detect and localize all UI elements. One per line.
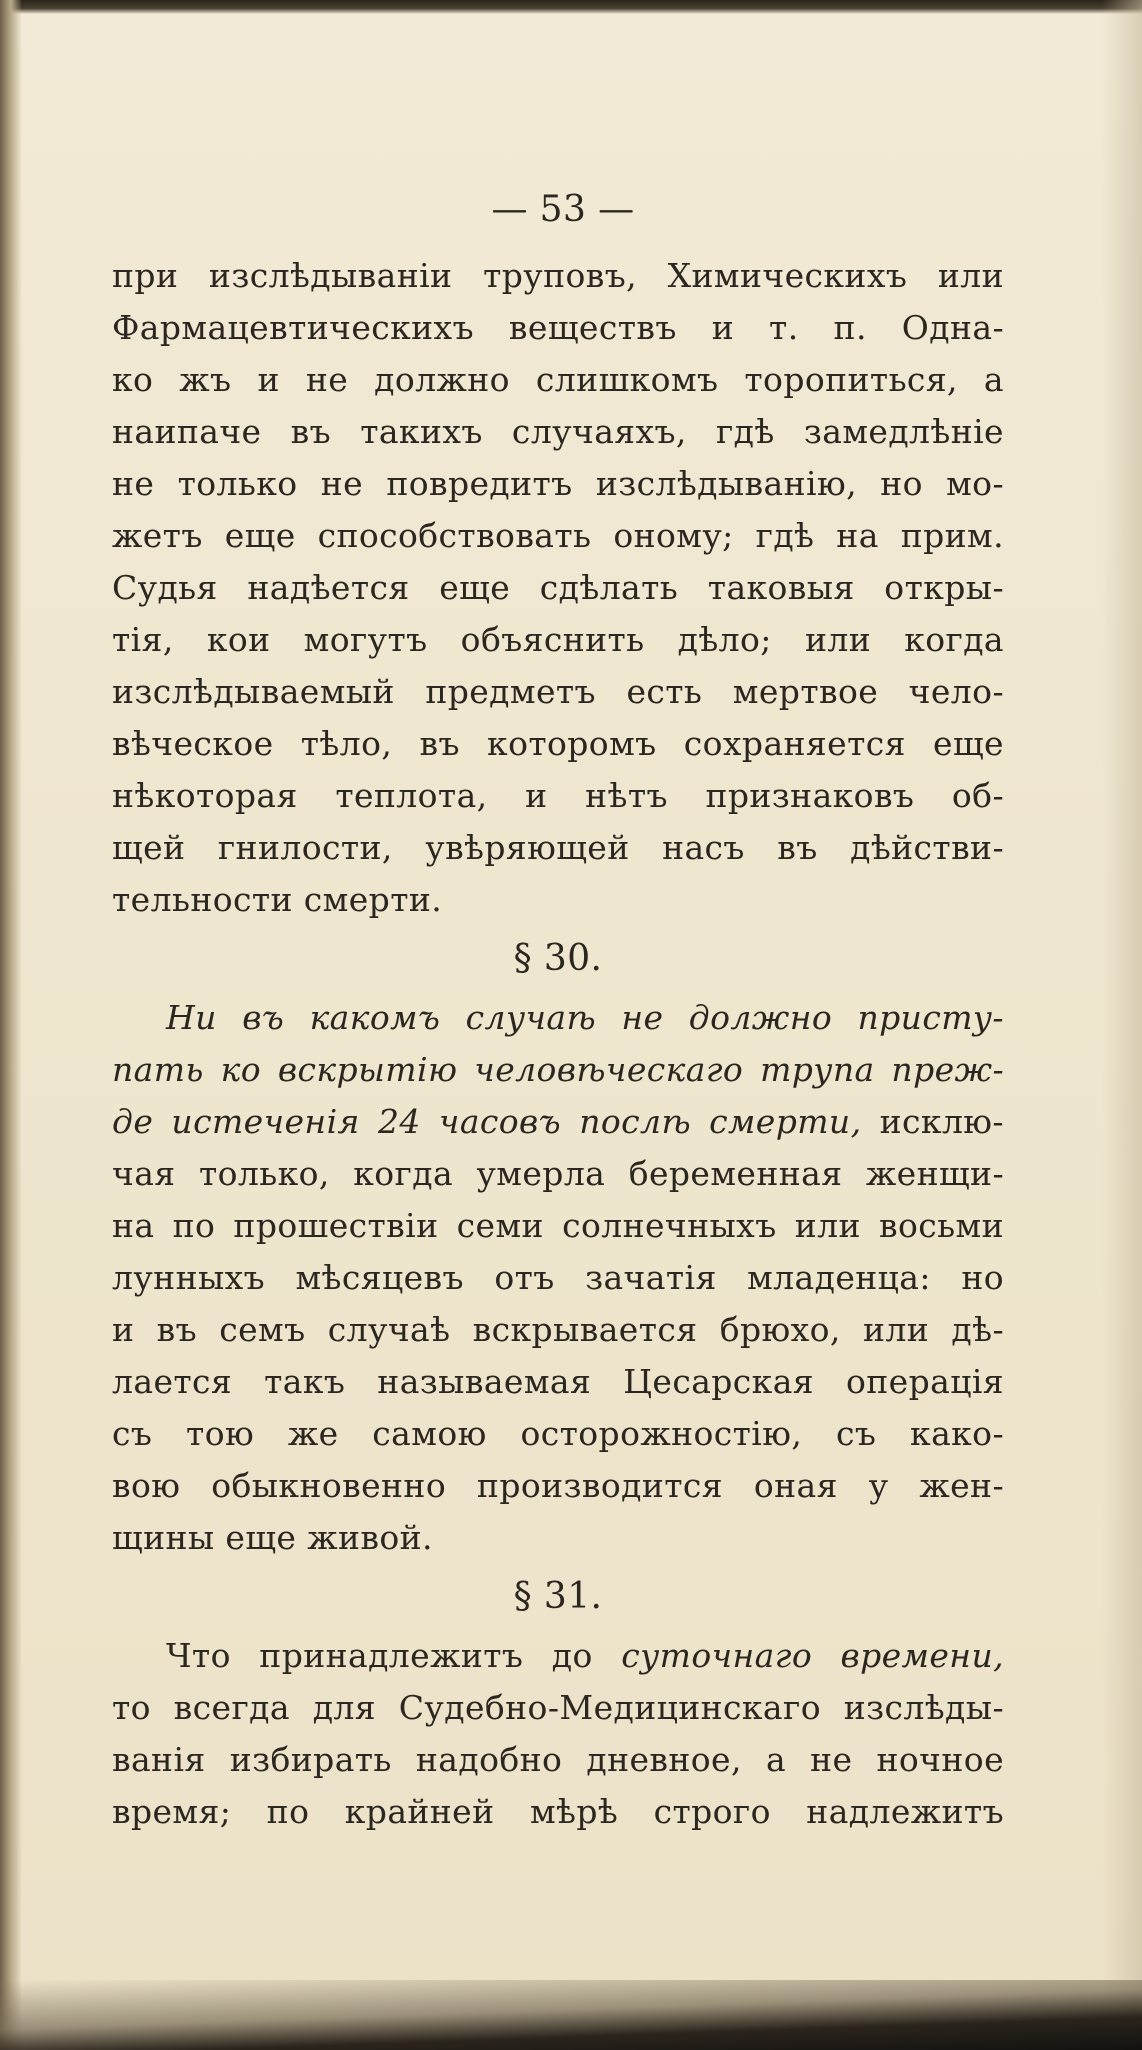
text-span: исклю- — [861, 1102, 1004, 1141]
page-top-edge — [0, 0, 1142, 14]
text-line-italic: Ни въ какомъ случаѣ не должно присту- — [166, 998, 1004, 1037]
section-heading-30: § 30. — [513, 938, 603, 979]
text-line-mixed — [112, 1096, 1004, 1148]
text-line-mixed — [112, 1630, 1004, 1682]
text-line: на по прошествіи семи солнечныхъ или восьми — [112, 1206, 1004, 1245]
text-line: ко жъ и не должно слишкомъ торопиться, а — [112, 360, 1004, 399]
page-right-shade — [1102, 0, 1142, 2050]
text-line: щины еще живой. — [112, 1518, 433, 1557]
text-line: лунныхъ мѣсяцевъ отъ зачатія младенца: но — [112, 1258, 1004, 1297]
text-line: вѣческое тѣло, въ которомъ сохраняется еще — [112, 724, 1004, 763]
italic-phrase: суточнаго времени, — [621, 1636, 1004, 1675]
text-line: нѣкоторая теплота, и нѣтъ признаковъ об- — [112, 776, 1004, 815]
section-31-paragraph — [112, 1630, 1004, 1838]
italic-phrase: де истеченія 24 часовъ послѣ смерти, — [112, 1102, 862, 1141]
section-heading-31: § 31. — [513, 1576, 603, 1617]
paragraph-1 — [112, 250, 1004, 926]
text-line: изслѣдываемый предметъ есть мертвое чело- — [112, 672, 1004, 711]
text-line: при изслѣдываніи труповъ, Химическихъ или — [112, 256, 1004, 295]
text-block — [112, 180, 1004, 1838]
text-line: тія, кои могутъ объяснить дѣло; или когда — [112, 620, 1004, 659]
text-line: и въ семъ случаѣ вскрывается брюхо, или дѣ- — [112, 1310, 1004, 1349]
page-number: — 53 — — [491, 189, 635, 230]
text-line: щей гнилости, увѣряющей насъ въ дѣйстви- — [112, 828, 1004, 867]
text-line: наипаче въ такихъ случаяхъ, гдѣ замедлѣніе — [112, 412, 1004, 451]
text-line: время; по крайней мѣрѣ строго надлежитъ — [112, 1792, 1004, 1831]
text-line-italic: пать ко вскрытію человѣческаго трупа преж- — [112, 1050, 1004, 1089]
text-line: не только не повредитъ изслѣдыванію, но мо- — [112, 464, 1004, 503]
text-line: ванія избирать надобно дневное, а не ночное — [112, 1740, 1004, 1779]
text-line: чая только, когда умерла беременная женщи- — [112, 1154, 1004, 1193]
text-span: Что принадлежитъ до — [166, 1636, 622, 1675]
section-30-paragraph — [112, 992, 1004, 1564]
text-line: то всегда для Судебно-Медицинскаго изслѣды- — [112, 1688, 1004, 1727]
text-line: жетъ еще способствовать оному; гдѣ на прим. — [112, 516, 1004, 555]
page-bottom-edge — [0, 1980, 1142, 2050]
text-line: Фармацевтическихъ веществъ и т. п. Одна- — [112, 308, 1004, 347]
text-line: тельности смерти. — [112, 880, 443, 919]
page-binding-edge — [0, 0, 22, 2050]
text-line: съ тою же самою осторожностію, съ како- — [112, 1414, 1004, 1453]
text-line: Судья надѣется еще сдѣлать таковыя откры- — [112, 568, 1004, 607]
text-line: лается такъ называемая Цесарская операція — [112, 1362, 1004, 1401]
text-line: вою обыкновенно производится оная у жен- — [112, 1466, 1004, 1505]
